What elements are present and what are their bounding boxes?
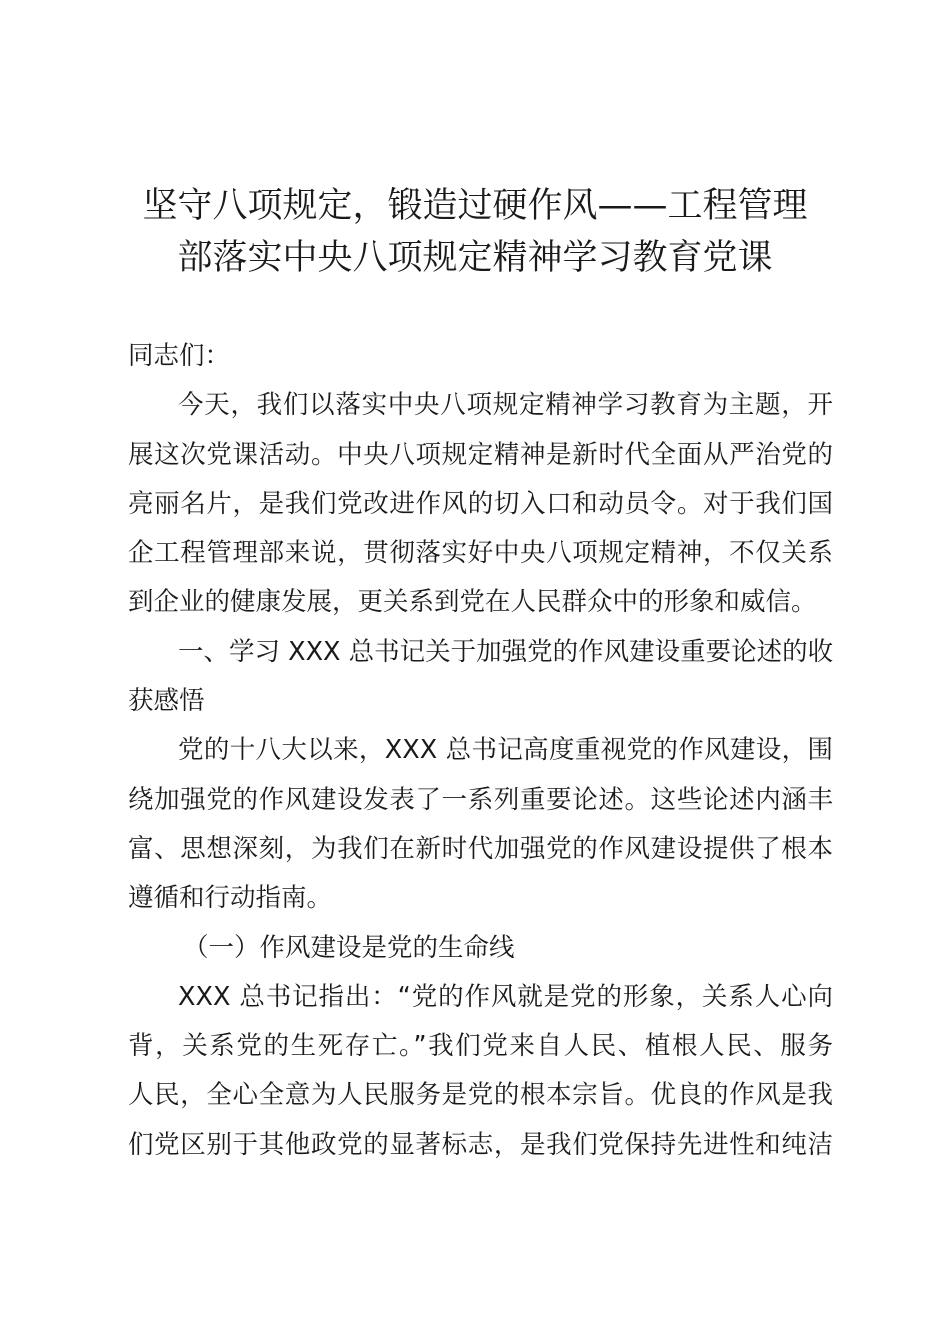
title-line: 坚守八项规定，锻造过硬作风——工程管理 [142,186,808,226]
body-line: 获感悟 [128,686,205,717]
body-line: 到企业的健康发展，更关系到党在人民群众中的形象和威信。 [128,587,817,618]
document-title [110,180,840,284]
body-line: 富、思想深刻，为我们在新时代加强党的作风建设提供了根本 [128,833,833,864]
body-line: 绕加强党的作风建设发表了一系列重要论述。这些论述内涵丰 [128,784,833,815]
body-line: 党的十八大以来，XXX 总书记高度重视党的作风建设，围 [178,735,833,766]
body-line: 们党区别于其他政党的显著标志，是我们党保持先进性和纯洁 [128,1129,833,1160]
body-line: 背，关系党的生死存亡。”我们党来自人民、植根人民、服务 [128,1031,833,1062]
body-line: 企工程管理部来说，贯彻落实好中央八项规定精神，不仅关系 [128,538,833,569]
body-line: 今天，我们以落实中央八项规定精神学习教育为主题，开 [178,390,833,421]
body-line: 人民，全心全意为人民服务是党的根本宗旨。优良的作风是我 [128,1080,833,1111]
body-line: （一）作风建设是党的生命线 [183,932,515,963]
body-line: 亮丽名片，是我们党改进作风的切入口和动员令。对于我们国 [128,488,833,519]
document-body [128,332,833,1170]
body-line: 同志们： [128,341,231,371]
body-line: 展这次党课活动。中央八项规定精神是新时代全面从严治党的 [128,439,833,470]
body-line: 一、学习 XXX 总书记关于加强党的作风建设重要论述的收 [178,636,834,667]
body-line: XXX 总书记指出：“党的作风就是党的形象，关系人心向 [178,981,833,1012]
title-line: 部落实中央八项规定精神学习教育党课 [177,238,773,278]
body-line: 遵循和行动指南。 [128,883,333,914]
